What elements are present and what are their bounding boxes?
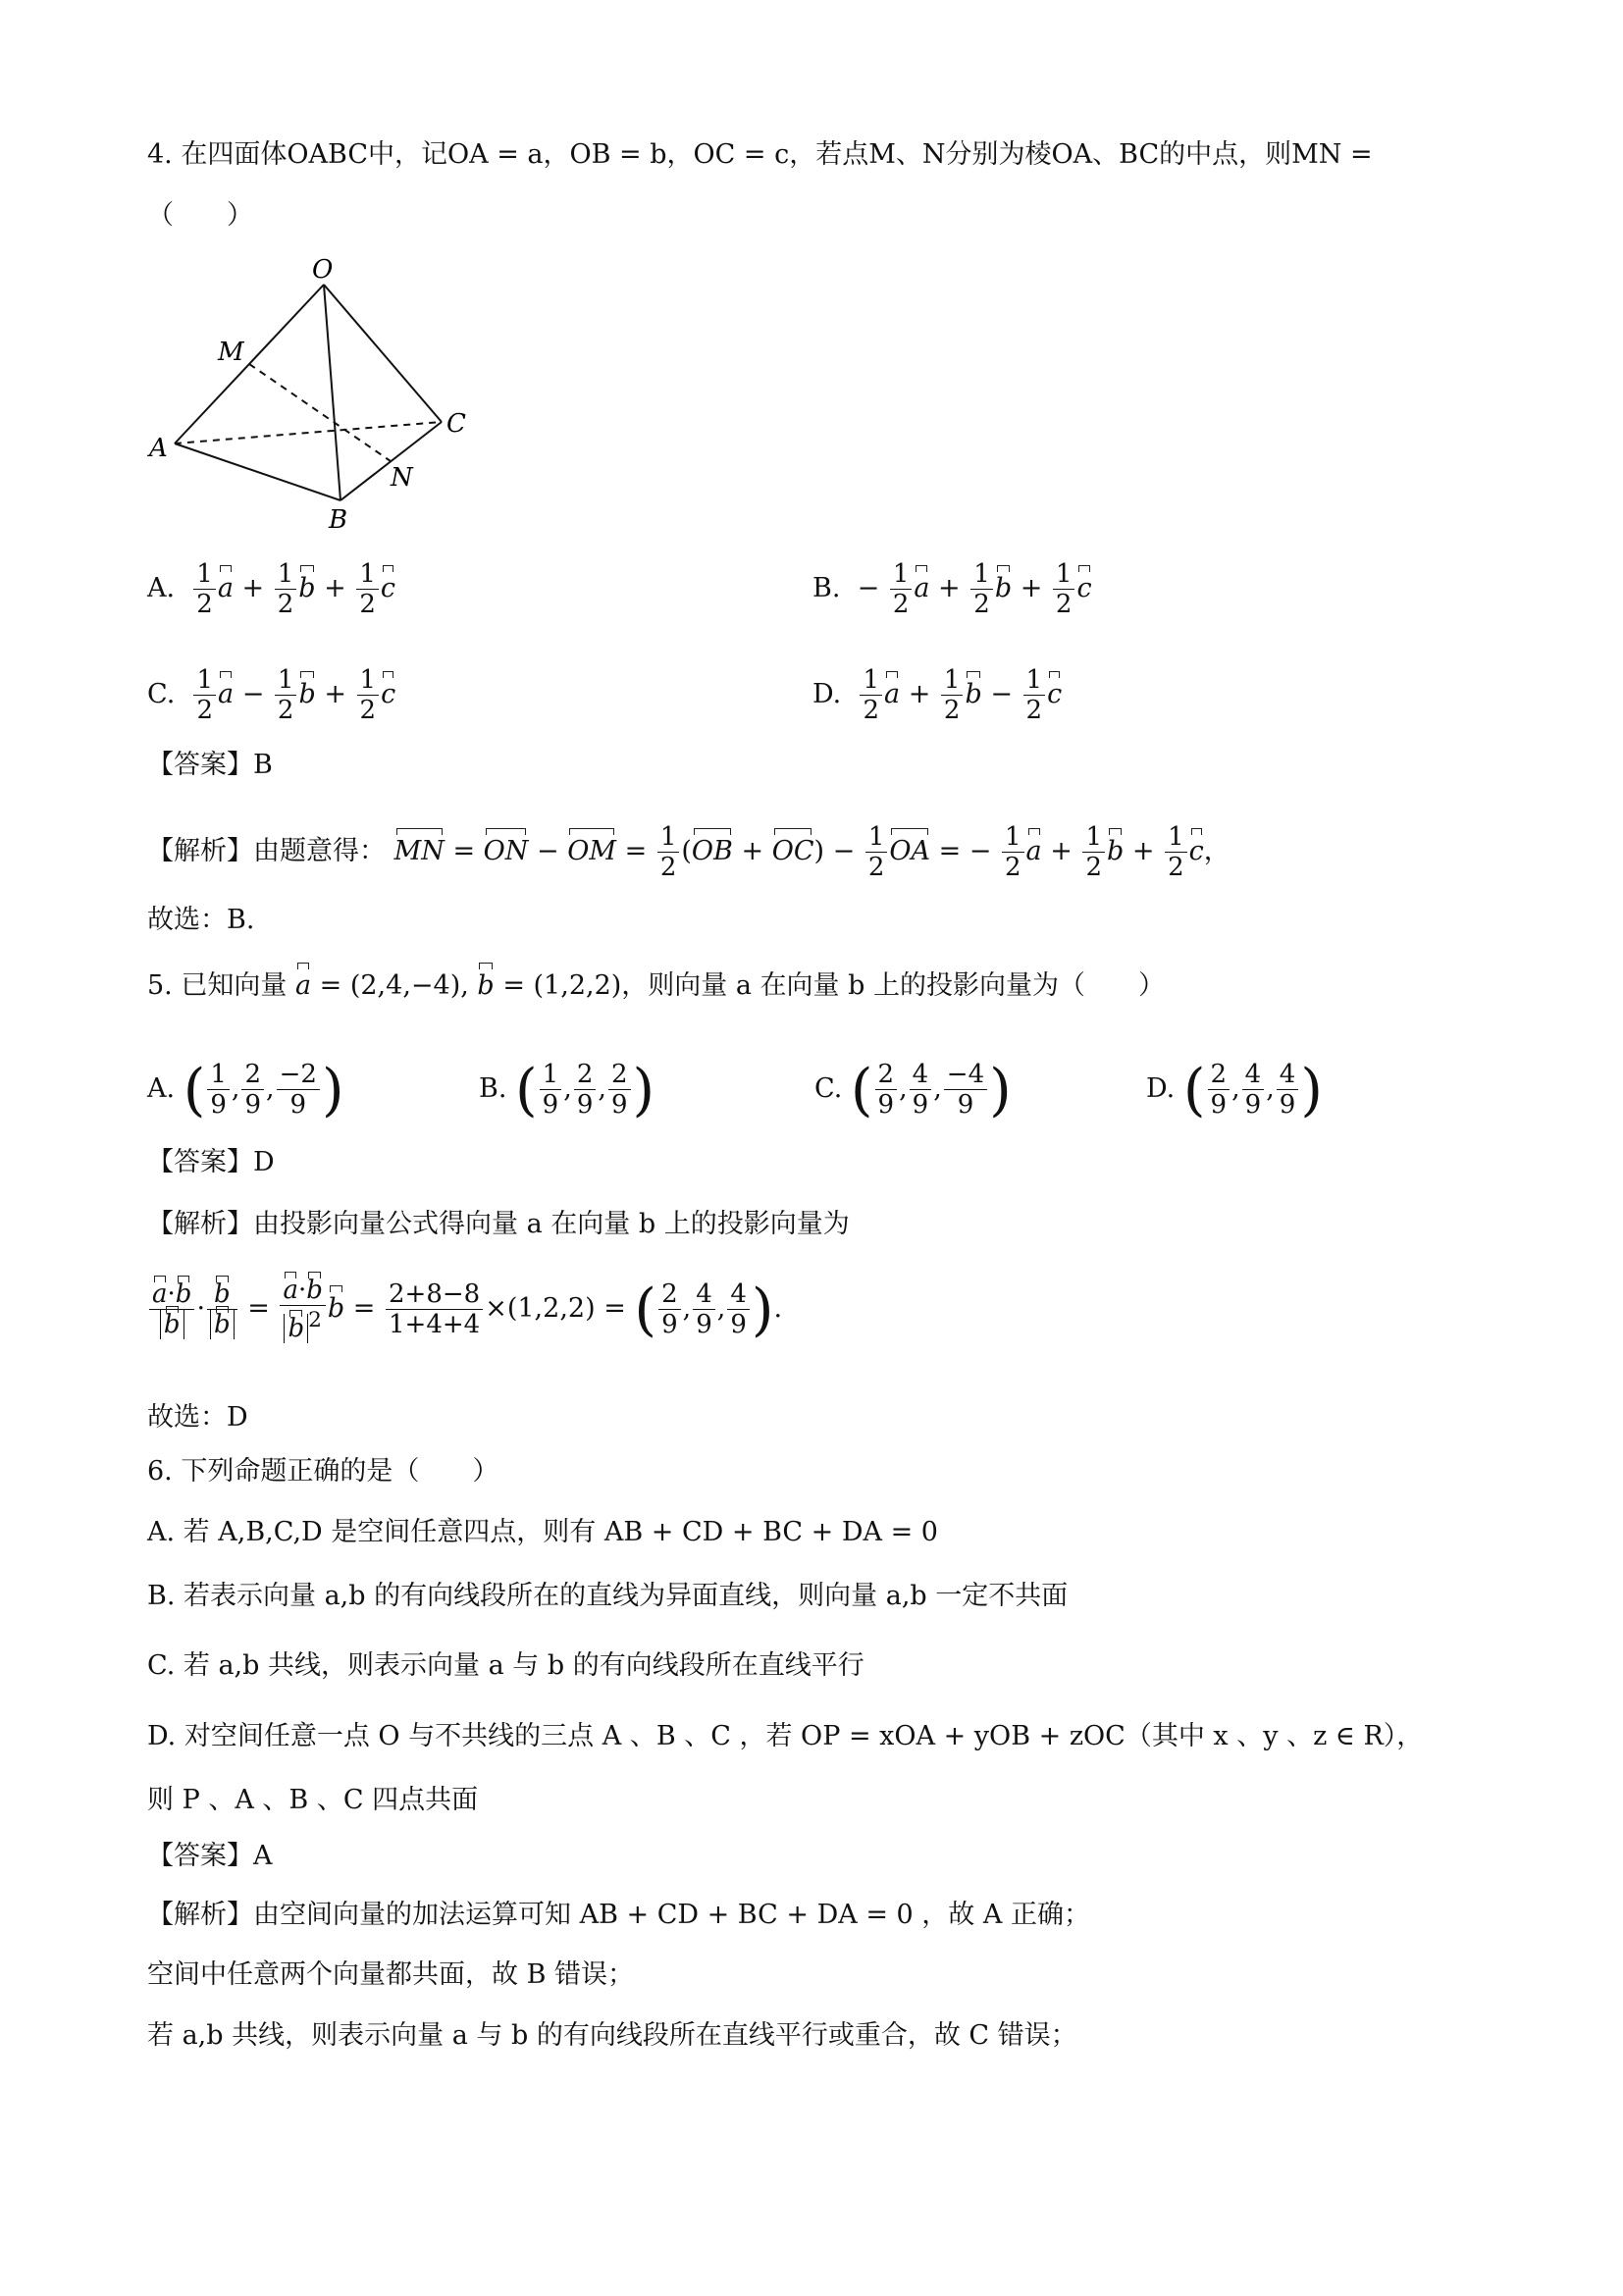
answer-tag: 【答案】 bbox=[147, 1147, 253, 1177]
q4-answer bbox=[147, 746, 273, 785]
edge-ab bbox=[175, 444, 340, 500]
analysis-tag: 【解析】 bbox=[147, 1900, 253, 1930]
q5-a-value: = (2,4,−4), bbox=[319, 970, 469, 1001]
q6-option-c: C. 若 a,b 共线，则表示向量 a 与 b 的有向线段所在直线平行 bbox=[147, 1650, 864, 1681]
answer-value: B bbox=[253, 750, 273, 780]
label-n: N bbox=[391, 463, 413, 493]
q4-paren: （ ） bbox=[147, 200, 253, 231]
label-a: A bbox=[149, 434, 168, 463]
q4-option-c: C. $\frac{1}{2}$ a − $\frac{1}{2}$ b + $\frac{1}{2}$ c bbox=[147, 665, 396, 725]
option-label: D. bbox=[812, 679, 842, 709]
label-c: C bbox=[446, 409, 466, 439]
q6-answer bbox=[147, 1837, 273, 1876]
option-label: A. bbox=[147, 573, 176, 603]
q5-stem: 5. 已知向量 a = (2,4,−4), b = (1,2,2)，则向量 a 在向量 b 上的投影向量为（ ） bbox=[147, 966, 1165, 1006]
answer-value: A bbox=[253, 1841, 273, 1871]
q6-analysis-2: 空间中任意两个向量都共面，故 B 错误； bbox=[147, 1959, 635, 1990]
analysis-text: 由投影向量公式得向量 a 在向量 b 上的投影向量为 bbox=[253, 1209, 850, 1239]
q5-b-value: = (1,2,2) bbox=[502, 970, 622, 1001]
answer-value: D bbox=[253, 1147, 275, 1177]
q5-answer bbox=[147, 1143, 275, 1182]
option-label: C. bbox=[147, 679, 176, 709]
q4-conclusion: 故选：B. bbox=[147, 905, 255, 935]
analysis-tag: 【解析】 bbox=[147, 1209, 253, 1239]
q6-option-a: A. 若 A,B,C,D 是空间任意四点，则有 AB + CD + BC + DA = 0 bbox=[147, 1517, 938, 1547]
edge-oc bbox=[324, 285, 442, 422]
q5-stem-pre: 5. 已知向量 bbox=[147, 970, 288, 1001]
q5-option-c: C. ( $\frac{2}{9}$ , $\frac{4}{9}$ , $\frac{-4}{9}$ ) bbox=[814, 1056, 1012, 1123]
tetrahedron-figure bbox=[147, 250, 481, 535]
analysis-text: 由空间向量的加法运算可知 AB + CD + BC + DA = 0 ，故 A 正确； bbox=[253, 1900, 1090, 1930]
analysis-tag: 【解析】 bbox=[147, 836, 253, 866]
q5-stem-post: ，则向量 a 在向量 b 上的投影向量为（ ） bbox=[621, 970, 1166, 1001]
segment-mn bbox=[249, 364, 391, 461]
option-label: B. bbox=[812, 573, 841, 603]
q4-option-d: D. $\frac{1}{2}$ a + $\frac{1}{2}$ b − $\frac{1}{2}$ c bbox=[812, 665, 1063, 725]
q6-option-d-line1: D. 对空间任意一点 O 与不共线的三点 A 、B 、C ，若 OP = xOA + yOB + zOC（其中 x 、y 、z ∈ R）， bbox=[147, 1721, 1424, 1751]
q6-stem: 6. 下列命题正确的是（ ） bbox=[147, 1456, 499, 1487]
q4-stem: 4. 在四面体OABC中，记OA = a，OB = b，OC = c，若点M、N分别为棱OA、BC的中点，则MN = bbox=[147, 139, 1373, 170]
answer-tag: 【答案】 bbox=[147, 1841, 253, 1871]
q6-analysis-1 bbox=[147, 1896, 1090, 1935]
q5-calculation: $\frac{a\cdot b}{b}$ · $\frac{b}{b}$ = $\frac{a\cdot b}{b ^2}$ b = $\frac{2+8-8}{1+4+4}$ ×(1,2,2) = ( $\frac{2}{9}$ , $\frac{4}{9}$ , $\frac{4}{9}$ ). bbox=[147, 1276, 782, 1343]
q6-analysis-3: 若 a,b 共线，则表示向量 a 与 b 的有向线段所在直线平行或重合，故 C 错误； bbox=[147, 2020, 1077, 2051]
analysis-intro: 由题意得： bbox=[253, 836, 386, 866]
label-o: O bbox=[312, 255, 334, 285]
q4-option-a: A. $\frac{1}{2}$ a + $\frac{1}{2}$ b + $\frac{1}{2}$ c bbox=[147, 559, 396, 619]
q6-option-d-line2: 则 P 、A 、B 、C 四点共面 bbox=[147, 1785, 479, 1815]
q5-option-b: B. ( $\frac{1}{9}$ , $\frac{2}{9}$ , $\frac{2}{9}$ ) bbox=[479, 1056, 655, 1123]
q5-conclusion: 故选：D bbox=[147, 1402, 248, 1433]
q5-analysis bbox=[147, 1205, 850, 1244]
q5-option-d: D. ( $\frac{2}{9}$ , $\frac{4}{9}$ , $\frac{4}{9}$ ) bbox=[1146, 1056, 1323, 1123]
q4-option-b: B. − $\frac{1}{2}$ a + $\frac{1}{2}$ b + $\frac{1}{2}$ c bbox=[812, 559, 1092, 619]
label-m: M bbox=[218, 338, 244, 367]
label-b: B bbox=[329, 505, 348, 535]
edge-ac-hidden bbox=[175, 422, 442, 444]
q5-option-a: A. ( $\frac{1}{9}$ , $\frac{2}{9}$ , $\frac{-2}{9}$ ) bbox=[147, 1056, 344, 1123]
edge-ob bbox=[324, 285, 340, 500]
q6-option-b: B. 若表示向量 a,b 的有向线段所在的直线为异面直线，则向量 a,b 一定不共面 bbox=[147, 1581, 1069, 1611]
answer-tag: 【答案】 bbox=[147, 750, 253, 780]
q4-analysis: 【解析】由题意得： MN = ON − OM = $\frac{1}{2}$ (OB + OC) − $\frac{1}{2}$ OA = − $\frac{1}{2}$ a + $\frac{1}{2}$ b + $\frac{1}{2}$ c， bbox=[147, 822, 1230, 882]
